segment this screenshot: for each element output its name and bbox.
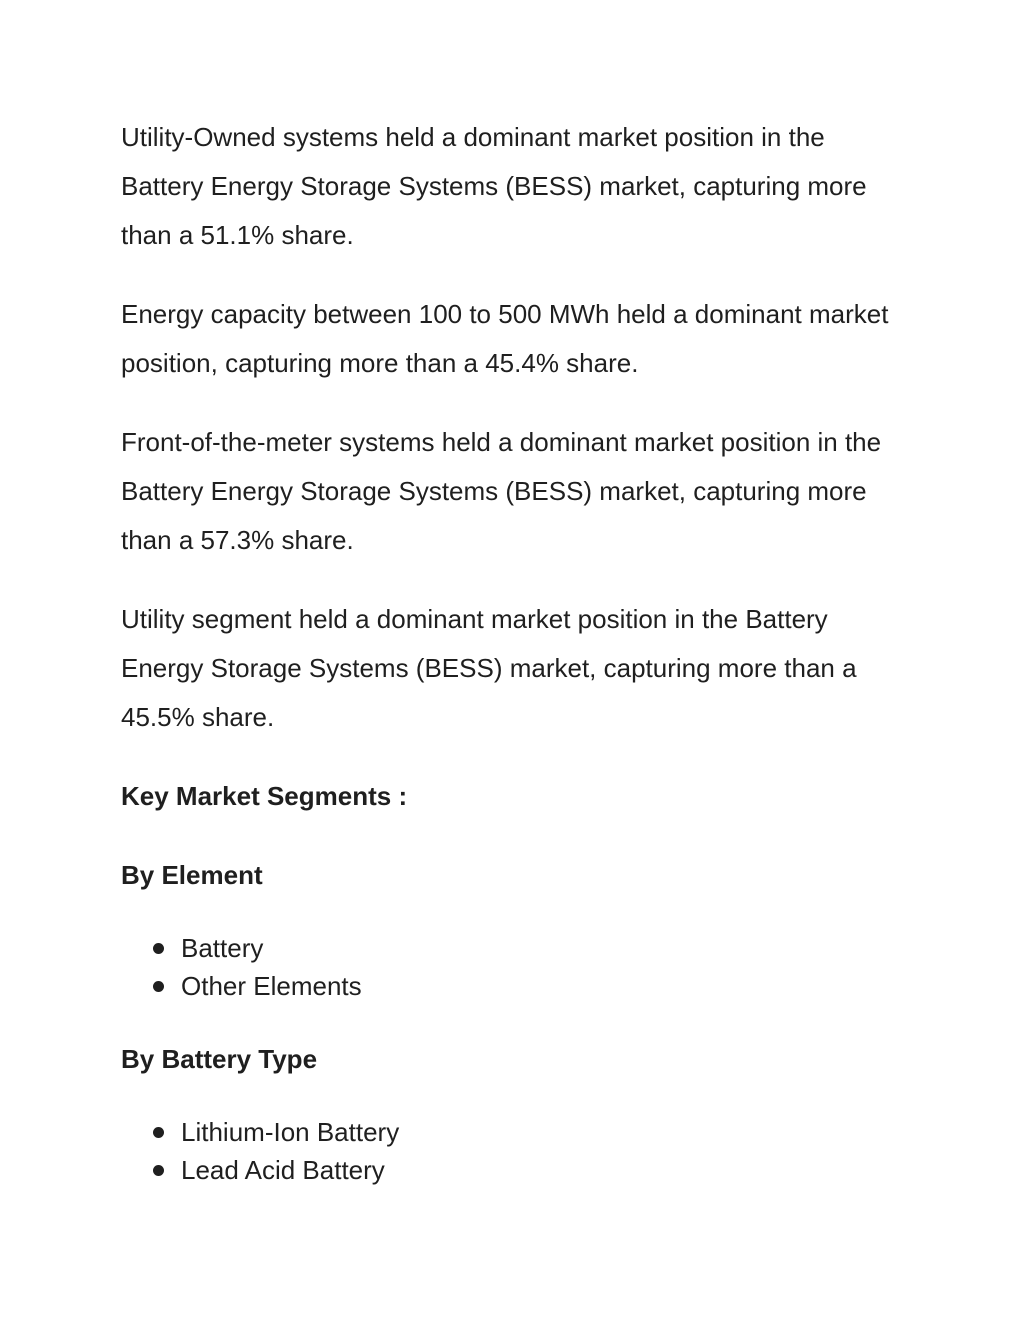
list-item	[153, 968, 911, 1006]
list-item	[153, 930, 911, 968]
bullet-icon	[153, 981, 164, 992]
list-item-label: Lead Acid Battery	[181, 1154, 385, 1185]
list-item-label: Other Elements	[181, 970, 362, 1001]
bullet-icon	[153, 943, 164, 954]
list-item	[153, 1152, 911, 1190]
paragraph-energy-capacity: Energy capacity between 100 to 500 MWh held a dominant market position, capturing more than a 45.4% share.	[121, 299, 889, 378]
paragraph-front-of-meter: Front-of-the-meter systems held a dominant market position in the Battery Energy Storage Systems (BESS) market, capturing more than a 57.3% share.	[121, 427, 882, 555]
list-item-label: Battery	[181, 933, 264, 963]
by-battery-type-list	[121, 1114, 911, 1189]
bullet-icon	[153, 1165, 164, 1176]
by-battery-type-heading: By Battery Type	[121, 1044, 318, 1074]
document-page	[121, 113, 911, 1219]
list-item-label: Lithium-Ion Battery	[181, 1117, 400, 1147]
bullet-icon	[153, 1127, 164, 1138]
paragraph-utility-segment: Utility segment held a dominant market position in the Battery Energy Storage Systems (BESS) market, capturing more than a 45.5% share.	[121, 604, 857, 732]
paragraph-utility-owned: Utility-Owned systems held a dominant market position in the Battery Energy Storage Systems (BESS) market, capturing more than a 51.1% share.	[121, 122, 867, 250]
list-item	[153, 1114, 911, 1152]
by-element-heading: By Element	[121, 860, 263, 890]
key-market-segments-heading: Key Market Segments :	[121, 781, 408, 811]
by-element-list	[121, 930, 911, 1005]
